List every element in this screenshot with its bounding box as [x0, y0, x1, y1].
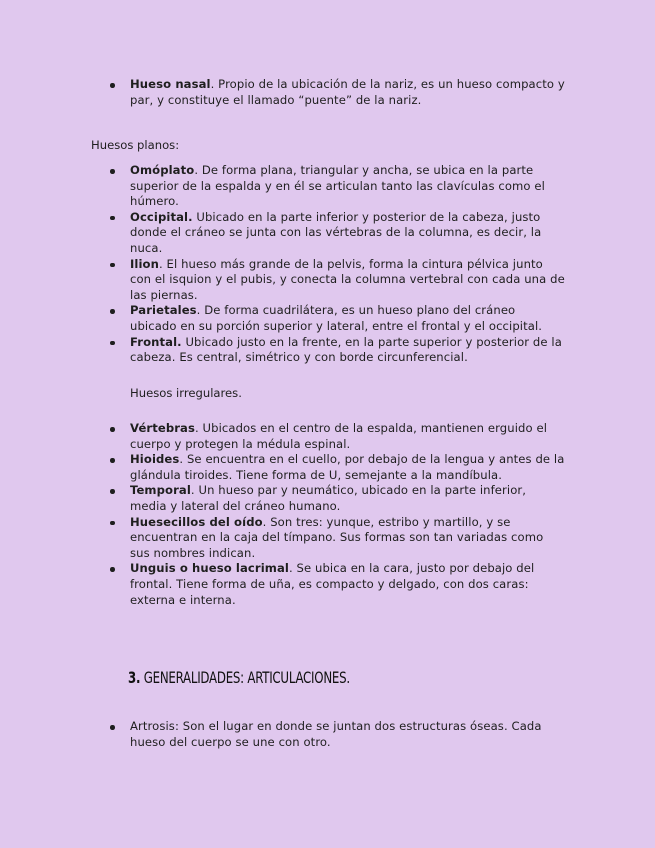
list-item: [0, 421, 655, 452]
bone-description: . Se encuentra en el cuello, por debajo de la lengua y antes de la glándula tiroides. Tiene forma de U, semejante a la mandíbula.: [130, 452, 565, 482]
bone-term: Hioides: [130, 452, 180, 467]
bone-term: Unguis o hueso lacrimal: [130, 561, 289, 576]
bone-term: Omóplato: [130, 163, 195, 177]
bone-description: . Un hueso par y neumático, ubicado en la parte inferior, media y lateral del cráneo humano.: [130, 483, 527, 513]
bone-term: Huesecillos del oído: [130, 514, 263, 529]
bone-description: Ubicado justo en la frente, en la parte superior y posterior de la cabeza. Es central, simétrico y con borde circunferencial.: [130, 334, 562, 365]
bone-term: Occipital.: [130, 209, 193, 224]
list-item: [0, 163, 655, 210]
bone-term: Parietales: [130, 303, 197, 318]
joint-description: Artrosis: Son el lugar en donde se juntan dos estructuras óseas. Cada hueso del cuerpo se une con otro.: [130, 719, 542, 749]
joints-list: [0, 719, 655, 750]
list-item: [0, 561, 655, 608]
nasal-list: [0, 77, 655, 108]
bone-term: Hueso nasal: [130, 77, 211, 91]
bone-description: . El hueso más grande de la pelvis, forma la cintura pélvica junto con el isquion y el pubis, y conecta la columna vertebral con cada una de las piernas.: [130, 256, 565, 302]
irregular-bones-list: [0, 421, 655, 608]
bone-description: . Son tres: yunque, estribo y martillo, y se encuentran en la caja del tímpano. Sus formas son tan variadas como sus nombres indican.: [130, 514, 544, 560]
bone-term: Temporal: [130, 483, 191, 498]
bone-term: Frontal.: [130, 334, 182, 349]
list-item: [0, 719, 655, 750]
list-item: [0, 335, 655, 366]
list-item: [0, 452, 655, 483]
bone-term: Vértebras: [130, 421, 195, 435]
bone-description: . Ubicados en el centro de la espalda, mantienen erguido el cuerpo y protegen la médula espinal.: [130, 421, 548, 451]
bone-term: Ilion: [130, 256, 159, 271]
bone-description: . Se ubica en la cara, justo por debajo del frontal. Tiene forma de uña, es compacto y delgado, con dos caras: externa e interna.: [130, 561, 535, 607]
list-item: [0, 483, 655, 514]
section-heading: [128, 668, 350, 687]
section-number: 3.: [128, 668, 141, 687]
irregular-bones-label: Huesos irregulares.: [130, 386, 242, 400]
section-title: GENERALIDADES: ARTICULACIONES.: [140, 668, 350, 687]
flat-bones-label: Huesos planos:: [91, 138, 180, 152]
bone-description: . De forma cuadrilátera, es un hueso plano del cráneo ubicado en su porción superior y lateral, entre el frontal y el occipital.: [130, 303, 543, 333]
list-item: [0, 515, 655, 562]
list-item: [0, 77, 655, 108]
list-item: [0, 303, 655, 334]
list-item: [0, 257, 655, 304]
flat-bones-list: [0, 163, 655, 366]
list-item: [0, 210, 655, 257]
bone-description: . De forma plana, triangular y ancha, se ubica en la parte superior de la espalda y en él se articulan tanto las clavículas como el húmero.: [130, 163, 545, 209]
bone-description: Ubicado en la parte inferior y posterior de la cabeza, justo donde el cráneo se junta con las vértebras de la columna, es decir, la nuca.: [130, 209, 542, 255]
bone-description: . Propio de la ubicación de la nariz, es un hueso compacto y par, y constituye el llamado “puente” de la nariz.: [130, 77, 565, 107]
